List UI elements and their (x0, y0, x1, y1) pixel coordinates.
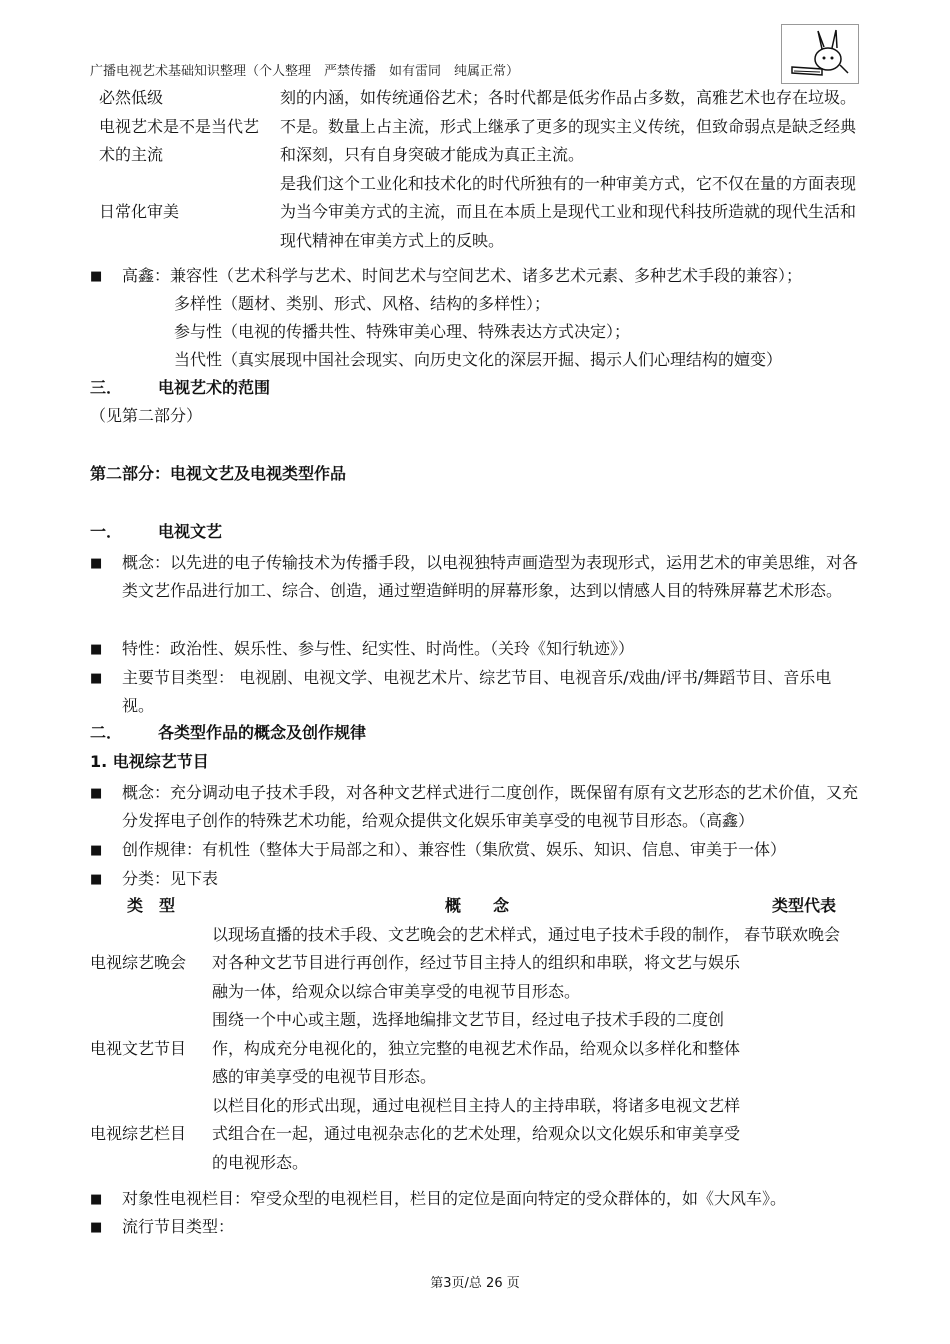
table-row (90, 1006, 864, 1092)
row-content: 是我们这个工业化和技术化的时代所独有的一种审美方式，它不仅在量的方面表现为当今审美方式的主流，而且在本质上是现代工业和现代科技所造就的现代生活和现代精神在审美方式上的反映。 (280, 173, 857, 250)
subsection-title: 1. 电视综艺节目 (90, 752, 209, 771)
representative-cell (742, 1006, 864, 1092)
gaoxin-line: 当代性（真实展现中国社会现实、向历史文化的深层开掘、揭示人们心理结构的嬗变） (174, 350, 783, 369)
list-item: 主要节目类型： 电视剧、电视文学、电视艺术片、综艺节目、电视音乐/戏曲/评书/舞蹈节目、音乐电视。 (122, 668, 832, 715)
part-title: 第二部分：电视文艺及电视类型作品 (90, 464, 347, 483)
type-cell: 电视综艺栏目 (90, 1124, 187, 1143)
table-row (99, 84, 864, 113)
bullet-icon: ■ (90, 671, 103, 686)
bullet-icon: ■ (90, 269, 103, 284)
table-row (90, 1092, 864, 1178)
concept-cell: 以栏目化的形式出现，通过电视栏目主持人的主持串联，将诸多电视文艺样式组合在一起，通过电视杂志化的艺术处理，给观众以文化娱乐和审美享受的电视形态。 (212, 1095, 741, 1172)
gaoxin-line: 多样性（题材、类别、形式、风格、结构的多样性）； (174, 294, 551, 313)
column-header: 类 型 (126, 896, 175, 915)
section-title: 电视文艺 (158, 522, 223, 541)
representative-cell (742, 1092, 864, 1178)
section-title: 各类型作品的概念及创作规律 (158, 723, 367, 742)
column-header: 类型代表 (771, 896, 836, 915)
table-row (90, 921, 864, 1007)
table-row (99, 113, 864, 170)
concept-cell: 以现场直播的技术手段、文艺晚会的艺术样式，通过电子技术手段的制作，对各种文艺节目进行再创作，经过节目主持人的组织和串联，将文艺与娱乐融为一体，给观众以综合审美享受的电视节目形态。 (212, 924, 741, 1001)
column-header: 概 念 (444, 896, 509, 915)
table-header-row (90, 892, 864, 921)
list-item: 创作规律：有机性（整体大于局部之和）、兼容性（集欣赏、娱乐、知识、信息、审美于一体） (122, 840, 787, 859)
table-row (99, 170, 864, 256)
row-label: 必然低级 (99, 88, 164, 107)
list-item: 对象性电视栏目：窄受众型的电视栏目，栏目的定位是面向特定的受众群体的，如《大风车》。 (122, 1189, 787, 1208)
bullet-icon: ■ (90, 1192, 103, 1207)
gaoxin-line: 参与性（电视的传播共性、特殊审美心理、特殊表达方式决定）； (174, 322, 631, 341)
continuation-table (99, 84, 864, 255)
row-content: 不是。数量上占主流，形式上继承了更多的现实主义传统，但致命弱点是缺乏经典和深刻，只有自身突破才能成为真正主流。 (280, 116, 857, 164)
list-item: 分类：见下表 (122, 869, 219, 888)
row-label: 日常化审美 (99, 202, 180, 221)
representative-cell: 春节联欢晚会 (744, 924, 841, 944)
list-item: 概念：充分调动电子技术手段，对各种文艺样式进行二度创作，既保留有原有文艺形态的艺术价值，又充分发挥电子创作的特殊艺术功能，给观众提供文化娱乐审美享受的电视节目形态。（高鑫） (122, 783, 859, 830)
bullet-icon: ■ (90, 843, 103, 858)
type-table (90, 892, 864, 1177)
row-label: 电视艺术是不是当代艺术的主流 (99, 116, 260, 164)
section-number: 三． (90, 378, 123, 397)
bullet-icon: ■ (90, 642, 103, 657)
section-note: （见第二部分） (90, 406, 203, 425)
section-number: 二． (90, 723, 123, 742)
section-title: 电视艺术的范围 (158, 378, 271, 397)
gaoxin-line: 高鑫：兼容性（艺术科学与艺术、时间艺术与空间艺术、诸多艺术元素、多种艺术手段的兼容）； (122, 266, 803, 285)
bullet-icon: ■ (90, 556, 103, 571)
list-item: 概念：以先进的电子传输技术为传播手段，以电视独特声画造型为表现形式，运用艺术的审美思维，对各类文艺作品进行加工、综合、创造，通过塑造鲜明的屏幕形象，达到以情感人目的特殊屏幕艺术形态。 (122, 553, 859, 600)
document-header: 广播电视艺术基础知识整理（个人整理 严禁传播 如有雷同 纯属正常） (90, 64, 520, 79)
type-cell: 电视综艺晚会 (90, 953, 187, 972)
bullet-icon: ■ (90, 1220, 103, 1235)
concept-cell: 围绕一个中心或主题，选择地编排文艺节目，经过电子技术手段的二度创作，构成充分电视化的，独立完整的电视艺术作品，给观众以多样化和整体感的审美享受的电视节目形态。 (212, 1010, 741, 1086)
list-item: 特性：政治性、娱乐性、参与性、纪实性、时尚性。（关玲《知行轨迹》） (122, 639, 635, 658)
type-cell: 电视文艺节目 (90, 1038, 187, 1058)
page-footer: 第3页/总 26 页 (430, 1276, 520, 1291)
bullet-icon: ■ (90, 786, 103, 801)
section-number: 一． (90, 522, 123, 541)
list-item: 流行节目类型： (122, 1217, 235, 1236)
row-content: 刻的内涵，如传统通俗艺术；各时代都是低劣作品占多数，高雅艺术也存在垃圾。 (280, 88, 857, 107)
bullet-icon: ■ (90, 872, 103, 887)
rabbit-logo-icon (781, 24, 859, 84)
